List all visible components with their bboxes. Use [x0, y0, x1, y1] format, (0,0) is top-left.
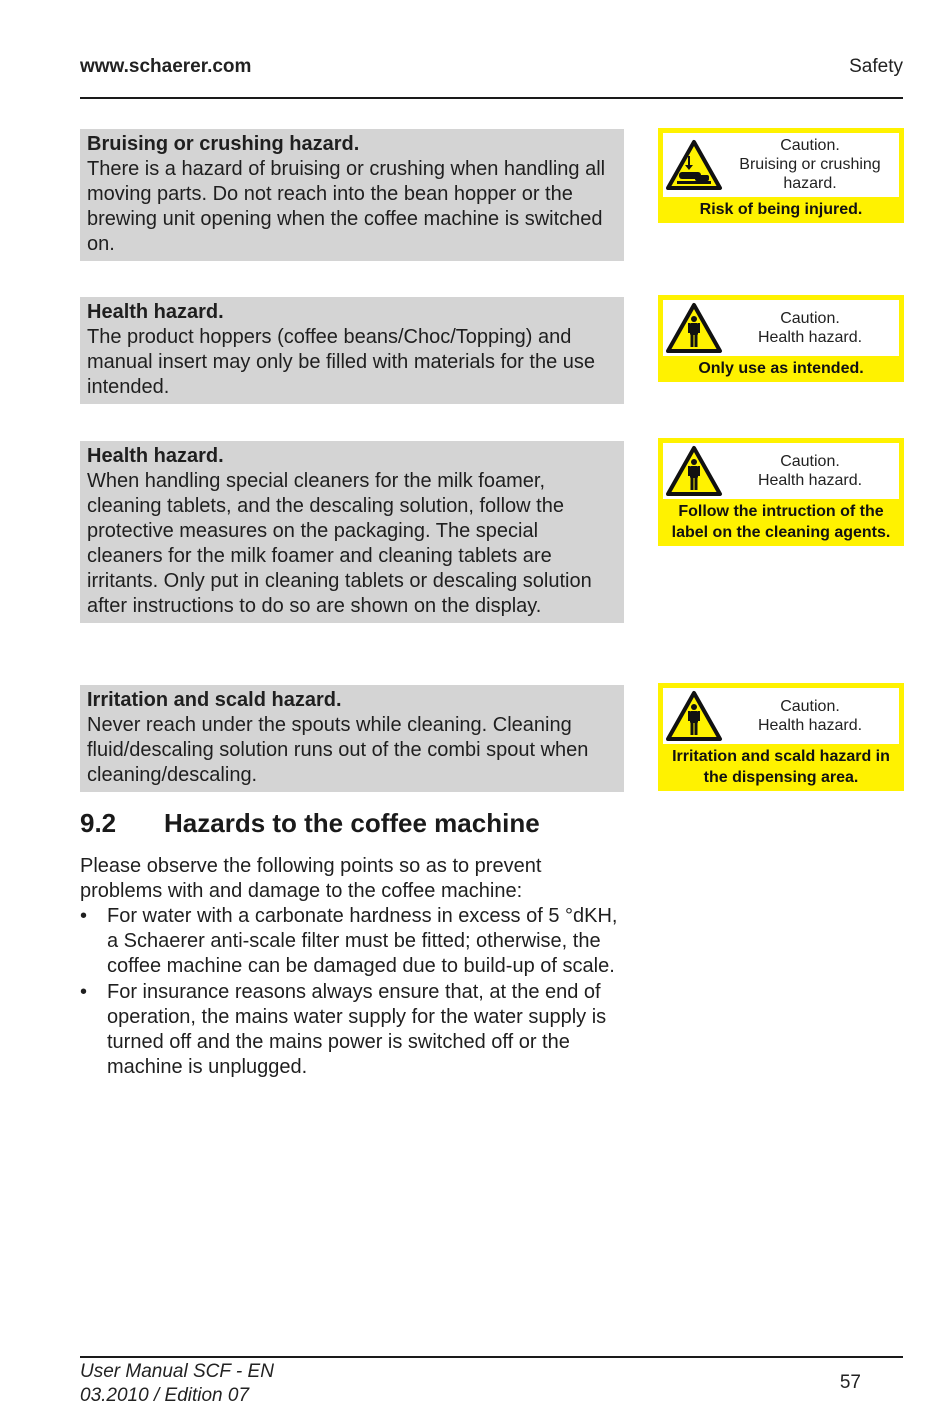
manual-title: User Manual SCF - EN	[80, 1361, 274, 1382]
page-number: 57	[839, 1372, 861, 1393]
sign-hazard-type-cont: hazard.	[783, 175, 837, 192]
hazard-box-bruising	[80, 129, 624, 261]
warning-sign-scald	[658, 683, 904, 791]
section-label: Safety	[849, 56, 903, 77]
hazard-title: Health hazard.	[87, 445, 224, 467]
hazard-box-health-hoppers	[80, 297, 624, 404]
sign-hazard-type: Bruising or crushing	[739, 156, 881, 173]
warning-sign-health-cleaning	[658, 438, 904, 546]
warning-sign-panel	[663, 443, 899, 499]
person-warning-icon	[663, 300, 725, 356]
warning-sign-text	[725, 306, 899, 351]
sign-hazard-type: Health hazard.	[757, 328, 863, 346]
edition-label: 03.2010 / Edition 07	[80, 1385, 250, 1406]
hazard-box-irritation-scald	[80, 685, 624, 792]
warning-sign-text	[725, 133, 899, 197]
sign-hazard-type: Health hazard.	[757, 716, 863, 734]
list-item: • For insurance reasons always ensure that, at the end of operation, the mains water supply for the water supply is turned off and the mains power is switched off or the machine is unplugged.	[80, 980, 625, 1081]
footer-info	[80, 1360, 274, 1408]
footer-divider	[80, 1356, 903, 1358]
sign-caption: Only use as intended.	[698, 360, 864, 377]
hazard-text: The product hoppers (coffee beans/Choc/Topping) and manual insert may only be filled with materials for the use intended.	[87, 326, 596, 398]
hazard-title: Irritation and scald hazard.	[87, 689, 342, 711]
section-heading	[80, 808, 540, 839]
section-intro: Please observe the following points so as to prevent problems with and damage to the coffee machine:	[80, 855, 542, 902]
section-title: Hazards to the coffee machine	[164, 808, 540, 838]
sign-caption: Risk of being injured.	[699, 201, 863, 218]
warning-sign-panel	[663, 688, 899, 744]
hazard-text: When handling special cleaners for the milk foamer, cleaning tablets, and the descaling solution, follow the protective measures on the packaging. The special cleaners for the milk foamer and cleaning tablets are irritants. Only put in cleaning tablets or descaling solution after instructions to do so are shown on the display.	[87, 470, 592, 617]
sign-caution: Caution.	[780, 452, 840, 470]
hazard-title: Bruising or crushing hazard.	[87, 133, 360, 155]
sign-caution: Caution.	[780, 309, 840, 327]
hazard-title: Health hazard.	[87, 301, 224, 323]
sign-hazard-type: Health hazard.	[757, 471, 863, 489]
hazard-box-health-cleaners	[80, 441, 624, 623]
hazard-text: There is a hazard of bruising or crushing when handling all moving parts. Do not reach into the bean hopper or the brewing unit opening when the coffee machine is switched on.	[87, 158, 606, 255]
header-divider	[80, 97, 903, 99]
bullet-list	[80, 904, 625, 1080]
website-url[interactable]: www.schaerer.com	[80, 56, 252, 77]
crushing-hand-warning-icon	[663, 137, 725, 193]
person-warning-icon	[663, 688, 725, 744]
warning-sign-bruising	[658, 128, 904, 223]
list-item: • For water with a carbonate hardness in excess of 5 °dKH, a Schaerer anti-scale filter must be fitted; otherwise, the coffee machine can be damaged due to build-up of scale.	[80, 904, 625, 980]
page-header	[80, 56, 903, 82]
sign-caption: Follow the intruction of the label on the cleaning agents.	[671, 503, 891, 541]
warning-sign-panel	[663, 300, 899, 356]
section-number: 9.2	[80, 808, 117, 838]
person-warning-icon	[663, 443, 725, 499]
warning-sign-health-use	[658, 295, 904, 382]
sign-caution: Caution.	[780, 137, 840, 154]
sign-caption: Irritation and scald hazard in the dispensing area.	[672, 748, 890, 786]
warning-sign-text	[725, 694, 899, 739]
warning-sign-text	[725, 449, 899, 494]
sign-caution: Caution.	[780, 697, 840, 715]
hazard-text: Never reach under the spouts while cleaning. Cleaning fluid/descaling solution runs out of the combi spout when cleaning/descaling.	[87, 714, 589, 786]
warning-sign-panel	[663, 133, 899, 197]
